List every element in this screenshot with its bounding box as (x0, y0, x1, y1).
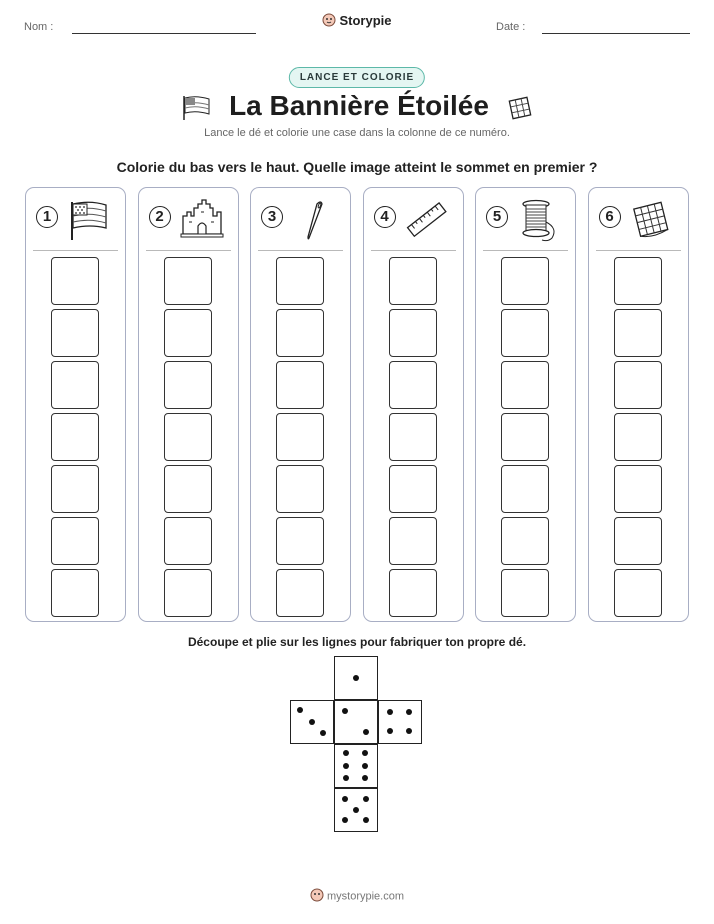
dice-pip (362, 775, 368, 781)
date-line[interactable] (542, 33, 690, 34)
brand (0, 13, 714, 30)
color-box[interactable] (164, 413, 212, 461)
activity-badge: LANCE ET COLORIE (289, 67, 425, 88)
color-box[interactable] (501, 569, 549, 617)
dice-pip (406, 709, 412, 715)
color-box[interactable] (51, 413, 99, 461)
color-box[interactable] (276, 517, 324, 565)
dice-face-2 (334, 700, 378, 744)
color-box[interactable] (51, 569, 99, 617)
color-box[interactable] (51, 361, 99, 409)
name-line[interactable] (72, 33, 256, 34)
column-5 (475, 187, 576, 622)
dice-pip (362, 763, 368, 769)
color-box[interactable] (614, 569, 662, 617)
column-number: 3 (261, 206, 283, 228)
dice-pip (342, 708, 348, 714)
dice-face-5 (334, 788, 378, 832)
dice-pip (406, 728, 412, 734)
column-divider (146, 250, 231, 251)
column-divider (483, 250, 568, 251)
dice-pip (309, 719, 315, 725)
color-box[interactable] (276, 413, 324, 461)
color-box[interactable] (276, 361, 324, 409)
brand-name: Storypie (339, 13, 392, 28)
title-quilt-icon (507, 90, 533, 121)
column-3 (250, 187, 351, 622)
dice-pip (353, 807, 359, 813)
column-number: 5 (486, 206, 508, 228)
color-box[interactable] (501, 257, 549, 305)
column-number: 2 (149, 206, 171, 228)
color-box[interactable] (51, 465, 99, 513)
color-box[interactable] (614, 309, 662, 357)
name-label: Nom : (24, 21, 54, 33)
instruction: Colorie du bas vers le haut. Quelle image atteint le sommet en premier ? (116, 159, 598, 175)
dice-pip (342, 796, 348, 802)
color-box[interactable] (389, 413, 437, 461)
color-box[interactable] (51, 257, 99, 305)
dice-pip (353, 675, 359, 681)
column-divider (371, 250, 456, 251)
column-number: 6 (599, 206, 621, 228)
dice-pip (342, 817, 348, 823)
color-box[interactable] (501, 413, 549, 461)
dice-pip (343, 763, 349, 769)
dice-instruction: Découpe et plie sur les lignes pour fabriquer ton propre dé. (187, 635, 527, 649)
subtitle: Lance le dé et colorie une case dans la colonne de ce numéro. (204, 127, 510, 139)
dice-pip (362, 750, 368, 756)
color-box[interactable] (614, 413, 662, 461)
dice-pip (343, 750, 349, 756)
column-divider (33, 250, 118, 251)
footer (0, 888, 714, 905)
color-box[interactable] (501, 361, 549, 409)
ruler-icon (404, 198, 450, 242)
color-box[interactable] (164, 517, 212, 565)
color-box[interactable] (389, 465, 437, 513)
column-1 (25, 187, 126, 622)
color-box[interactable] (614, 517, 662, 565)
color-box[interactable] (164, 309, 212, 357)
footer-url: mystorypie.com (326, 890, 405, 903)
dice-pip (320, 730, 326, 736)
column-4 (363, 187, 464, 622)
color-box[interactable] (164, 569, 212, 617)
color-box[interactable] (501, 309, 549, 357)
dice-pip (387, 728, 393, 734)
flag-icon (66, 198, 112, 242)
color-box[interactable] (501, 517, 549, 565)
dice-pip (343, 775, 349, 781)
dice-face-1 (334, 656, 378, 700)
color-box[interactable] (164, 257, 212, 305)
color-box[interactable] (276, 465, 324, 513)
castle-icon (179, 198, 225, 242)
color-box[interactable] (276, 257, 324, 305)
column-divider (258, 250, 343, 251)
dice-pip (387, 709, 393, 715)
storypie-logo-icon (322, 13, 336, 30)
title-flag-icon (181, 90, 219, 121)
needle-icon (291, 198, 337, 242)
color-box[interactable] (389, 517, 437, 565)
page-title: La Bannière Étoilée (0, 90, 714, 122)
color-box[interactable] (501, 465, 549, 513)
footer-logo-icon (310, 888, 324, 905)
color-box[interactable] (164, 465, 212, 513)
color-box[interactable] (164, 361, 212, 409)
quilt-icon (629, 198, 675, 242)
color-box[interactable] (389, 361, 437, 409)
dice-face-3 (290, 700, 334, 744)
column-6 (588, 187, 689, 622)
color-box[interactable] (389, 309, 437, 357)
color-box[interactable] (276, 569, 324, 617)
color-box[interactable] (389, 257, 437, 305)
color-box[interactable] (614, 465, 662, 513)
color-box[interactable] (614, 361, 662, 409)
color-box[interactable] (389, 569, 437, 617)
color-box[interactable] (614, 257, 662, 305)
date-label: Date : (496, 21, 526, 33)
dice-pip (363, 796, 369, 802)
dice-face-4 (378, 700, 422, 744)
dice-pip (363, 817, 369, 823)
color-box[interactable] (51, 517, 99, 565)
thread-spool-icon (516, 198, 562, 242)
dice-pip (297, 707, 303, 713)
column-divider (596, 250, 681, 251)
column-2 (138, 187, 239, 622)
column-number: 1 (36, 206, 58, 228)
color-box[interactable] (51, 309, 99, 357)
color-box[interactable] (276, 309, 324, 357)
dice-pip (363, 729, 369, 735)
dice-face-6 (334, 744, 378, 788)
column-number: 4 (374, 206, 396, 228)
